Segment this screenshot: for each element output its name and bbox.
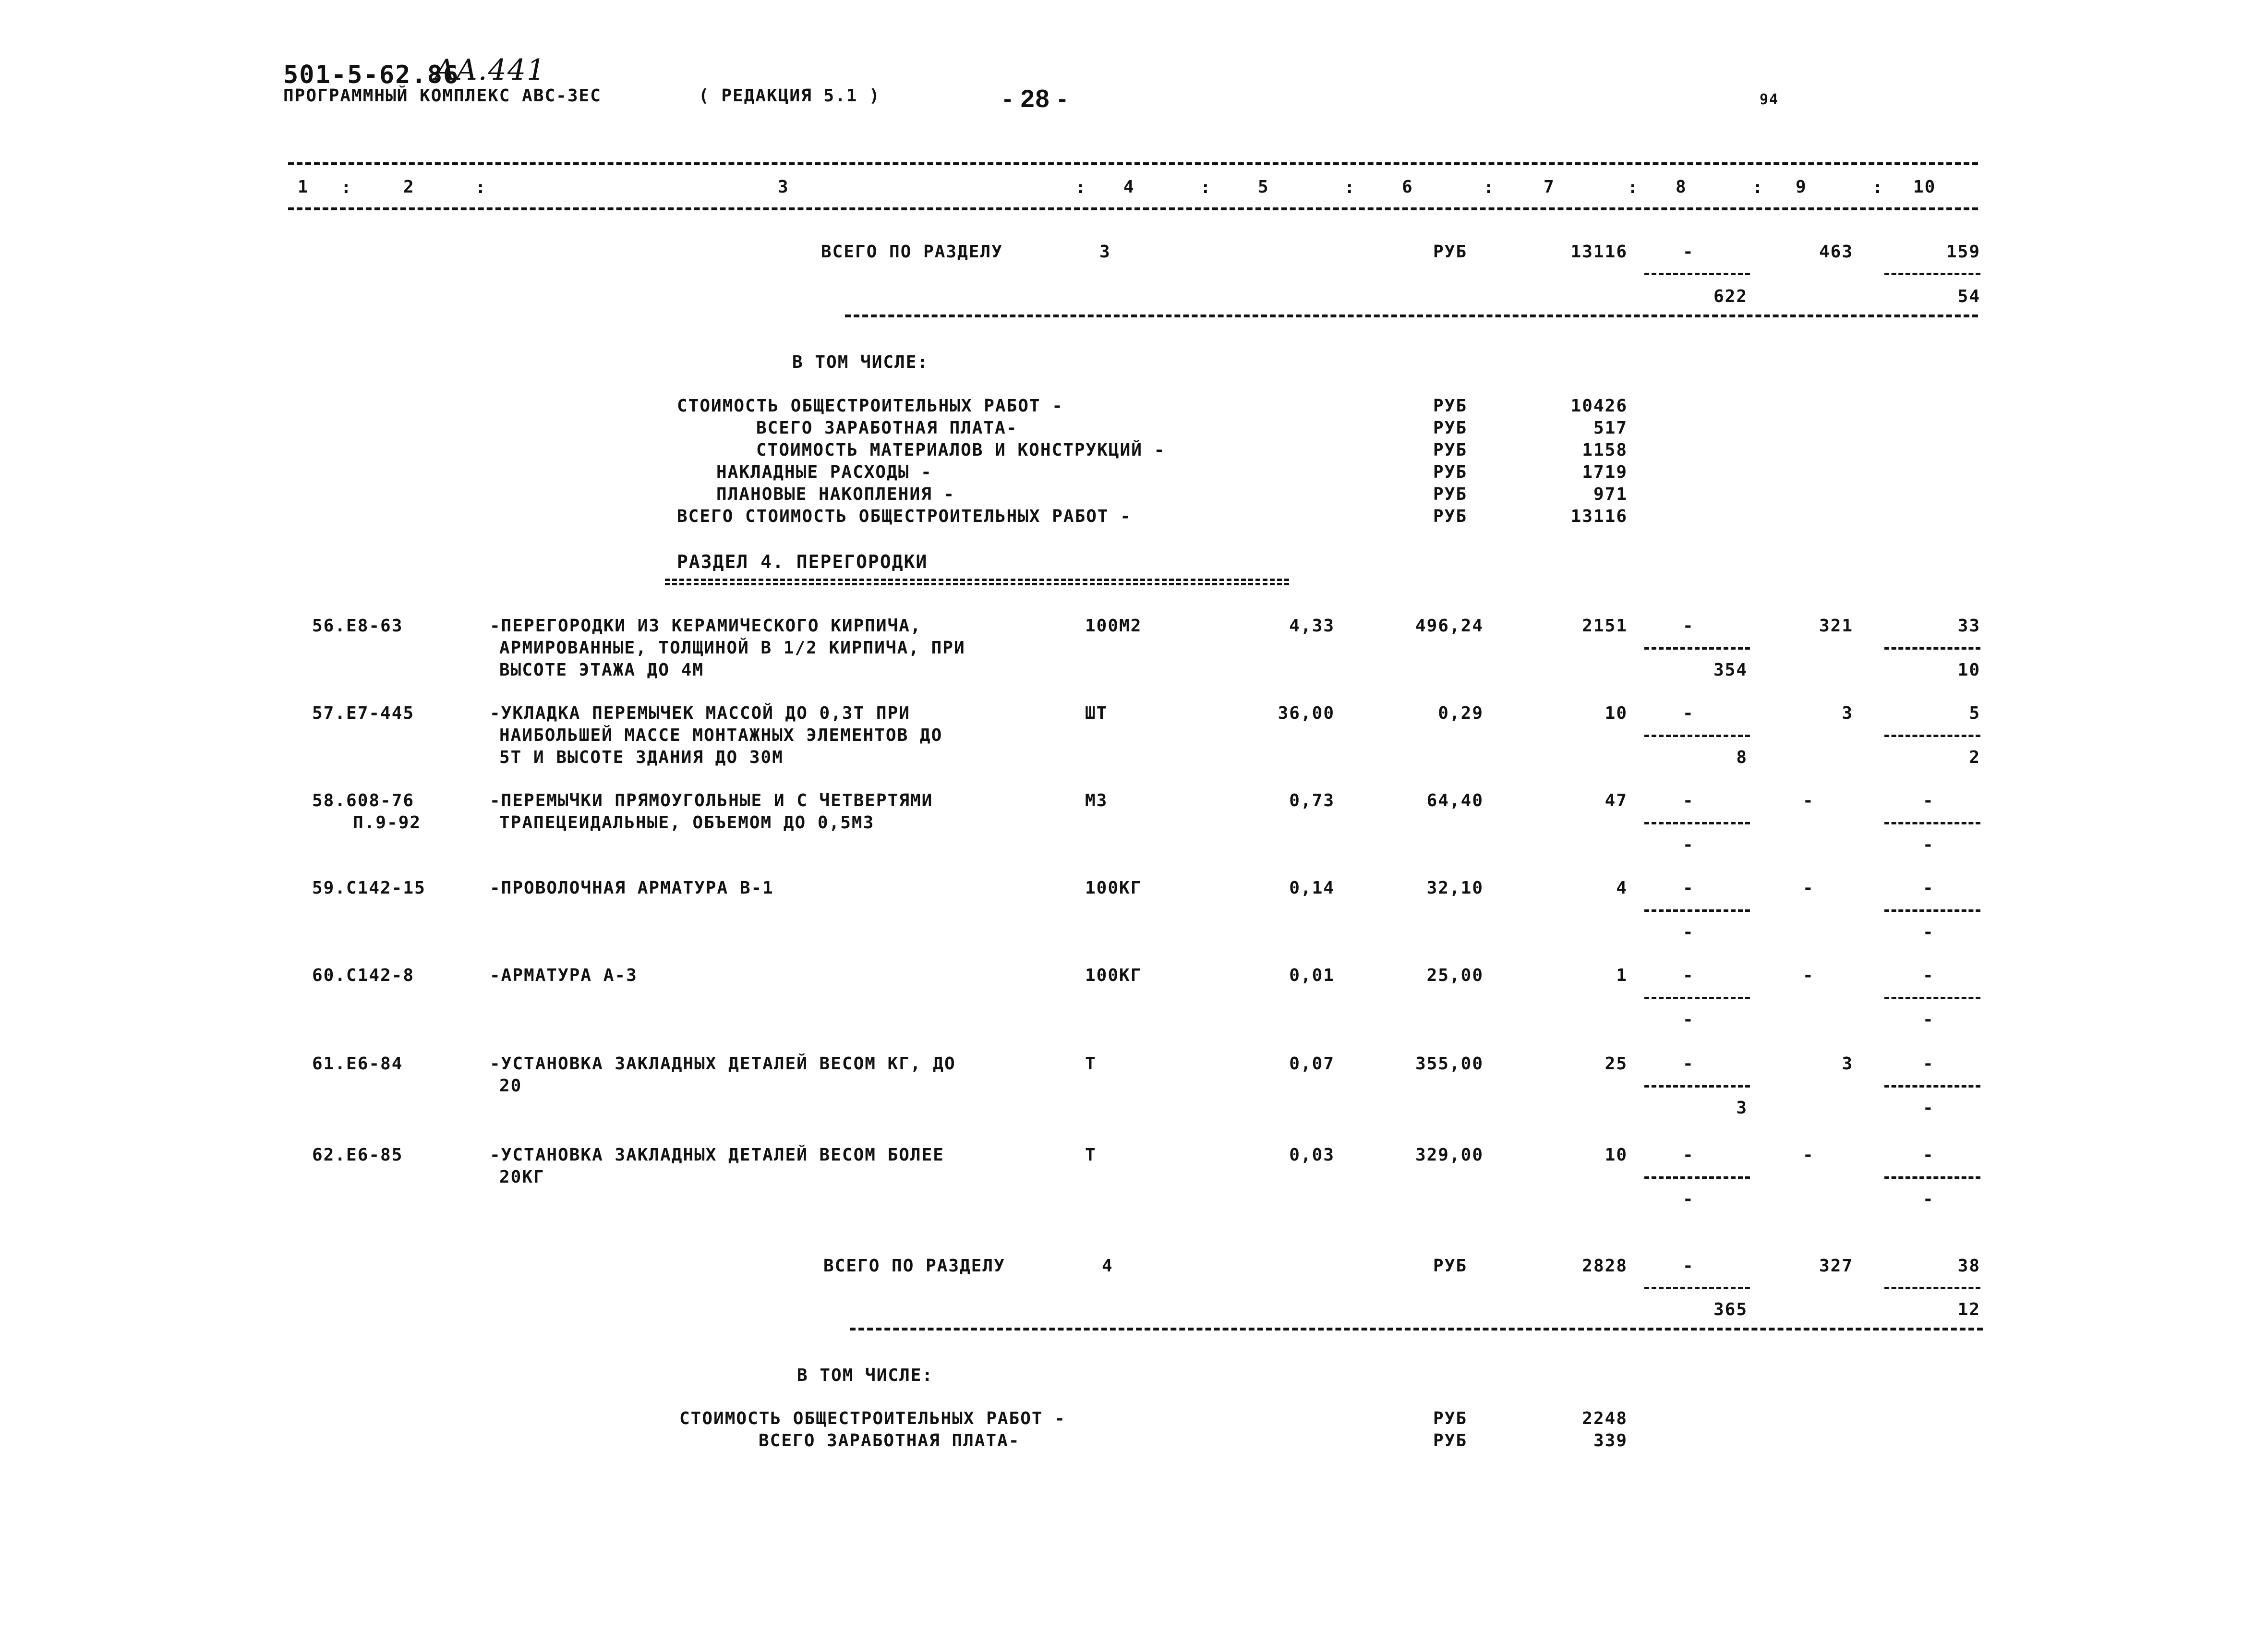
item-desc: -АРМАТУРА А-3 bbox=[490, 966, 638, 985]
item-col10: 33 bbox=[1957, 616, 1980, 636]
item-col8: - bbox=[1683, 703, 1694, 723]
sub-rule bbox=[1884, 647, 1980, 650]
item-col10-sub: - bbox=[1923, 835, 1934, 855]
item-col8: - bbox=[1683, 616, 1694, 636]
item-col10-sub: 10 bbox=[1957, 660, 1980, 680]
item-desc: -УКЛАДКА ПЕРЕМЫЧЕК МАССОЙ ДО 0,3Т ПРИ bbox=[490, 703, 910, 723]
item-price: 0,29 bbox=[1438, 703, 1484, 723]
sub-rule bbox=[1644, 1287, 1750, 1289]
item-unit: Т bbox=[1085, 1054, 1097, 1074]
sub-rule bbox=[1884, 735, 1980, 737]
sub-rule bbox=[1884, 822, 1980, 824]
including-label: ПЛАНОВЫЕ НАКОПЛЕНИЯ - bbox=[716, 484, 955, 504]
divider-rule bbox=[850, 1328, 1983, 1331]
including-value: 1158 bbox=[1582, 440, 1628, 460]
item-code: 61.Е6-84 bbox=[312, 1054, 403, 1074]
item-cost: 47 bbox=[1604, 791, 1628, 810]
including-label: СТОИМОСТЬ ОБЩЕСТРОИТЕЛЬНЫХ РАБОТ - bbox=[679, 1409, 1066, 1428]
item-col8-sub: - bbox=[1683, 1189, 1694, 1209]
header-top-rule bbox=[288, 162, 1978, 165]
including-value: 13116 bbox=[1570, 507, 1628, 526]
including-unit: РУБ bbox=[1433, 396, 1468, 416]
including-unit: РУБ bbox=[1433, 1409, 1468, 1428]
item-col9: 321 bbox=[1819, 616, 1853, 636]
document-code: 501-5-62.86 bbox=[283, 60, 459, 89]
item-col10: - bbox=[1923, 1054, 1934, 1074]
column-number-2: 2 bbox=[403, 177, 415, 197]
item-col8-sub: - bbox=[1683, 1010, 1694, 1029]
item-desc: 20КГ bbox=[499, 1167, 545, 1187]
item-col10-sub: - bbox=[1923, 1098, 1934, 1118]
item-unit: М3 bbox=[1085, 791, 1108, 810]
item-col8-sub: 8 bbox=[1736, 748, 1748, 767]
item-col9: - bbox=[1803, 966, 1814, 985]
item-code: 57.Е7-445 bbox=[312, 703, 415, 723]
item-qty: 0,73 bbox=[1289, 791, 1335, 810]
total-section-num: 4 bbox=[1102, 1256, 1113, 1276]
column-number-8: 8 bbox=[1676, 177, 1687, 197]
sub-rule bbox=[1644, 647, 1750, 650]
total-cost: 2828 bbox=[1582, 1256, 1628, 1276]
item-col8-sub: 354 bbox=[1713, 660, 1748, 680]
item-col10: - bbox=[1923, 966, 1934, 985]
item-qty: 36,00 bbox=[1278, 703, 1335, 723]
item-desc: -ПЕРЕГОРОДКИ ИЗ КЕРАМИЧЕСКОГО КИРПИЧА, bbox=[490, 616, 922, 636]
program-title: ПРОГРАММНЫЙ КОМПЛЕКС АВС-3ЕС bbox=[283, 86, 602, 106]
including-label: СТОИМОСТЬ ОБЩЕСТРОИТЕЛЬНЫХ РАБОТ - bbox=[677, 396, 1063, 416]
item-qty: 0,01 bbox=[1289, 966, 1335, 985]
section4-underline bbox=[665, 579, 1289, 581]
item-desc: 20 bbox=[499, 1076, 522, 1096]
item-desc: -ПРОВОЛОЧНАЯ АРМАТУРА В-1 bbox=[490, 878, 774, 898]
item-desc: ВЫСОТЕ ЭТАЖА ДО 4М bbox=[499, 660, 704, 680]
sub-rule bbox=[1884, 1176, 1980, 1179]
sub-rule bbox=[1884, 997, 1980, 999]
total-label: ВСЕГО ПО РАЗДЕЛУ bbox=[821, 242, 1003, 262]
column-number-9: 9 bbox=[1796, 177, 1807, 197]
total-col8-sub: 622 bbox=[1713, 287, 1748, 306]
including-value: 2248 bbox=[1582, 1409, 1628, 1428]
including-title: В ТОМ ЧИСЛЕ: bbox=[792, 352, 929, 372]
including-unit: РУБ bbox=[1433, 440, 1468, 460]
item-col9: 3 bbox=[1842, 703, 1853, 723]
sub-rule bbox=[1644, 1176, 1750, 1179]
sub-rule bbox=[1644, 273, 1750, 275]
item-price: 355,00 bbox=[1415, 1054, 1484, 1074]
item-col9: 3 bbox=[1842, 1054, 1853, 1074]
total-col10: 38 bbox=[1957, 1256, 1980, 1276]
divider-rule bbox=[845, 314, 1978, 317]
item-cost: 1 bbox=[1616, 966, 1628, 985]
total-label: ВСЕГО ПО РАЗДЕЛУ bbox=[823, 1256, 1005, 1276]
item-cost: 10 bbox=[1604, 1145, 1628, 1165]
column-number-7: 7 bbox=[1544, 177, 1555, 197]
including-unit: РУБ bbox=[1433, 484, 1468, 504]
item-col10-sub: 2 bbox=[1969, 748, 1980, 767]
total-section-num: 3 bbox=[1099, 242, 1111, 262]
item-desc: -ПЕРЕМЫЧКИ ПРЯМОУГОЛЬНЫЕ И С ЧЕТВЕРТЯМИ bbox=[490, 791, 933, 810]
including-label: ВСЕГО ЗАРАБОТНАЯ ПЛАТА- bbox=[756, 418, 1018, 438]
including-value: 971 bbox=[1593, 484, 1628, 504]
including-value: 10426 bbox=[1570, 396, 1628, 416]
item-col10: 5 bbox=[1969, 703, 1980, 723]
column-number-10: 10 bbox=[1913, 177, 1936, 197]
including-label: ВСЕГО ЗАРАБОТНАЯ ПЛАТА- bbox=[759, 1431, 1020, 1451]
sub-rule bbox=[1884, 1085, 1980, 1088]
sheet-number: 94 bbox=[1760, 91, 1779, 108]
sub-rule bbox=[1644, 909, 1750, 912]
header-bottom-rule bbox=[288, 207, 1978, 210]
column-number-3: 3 bbox=[778, 177, 789, 197]
total-col8: - bbox=[1683, 1256, 1694, 1276]
including-unit: РУБ bbox=[1433, 1431, 1468, 1451]
page-number: - 28 - bbox=[1003, 85, 1068, 113]
item-cost: 25 bbox=[1604, 1054, 1628, 1074]
item-cost: 4 bbox=[1616, 878, 1628, 898]
column-number-5: 5 bbox=[1258, 177, 1269, 197]
item-unit: 100КГ bbox=[1085, 966, 1142, 985]
item-code: 62.Е6-85 bbox=[312, 1145, 403, 1165]
total-col9: 327 bbox=[1819, 1256, 1853, 1276]
including-title: В ТОМ ЧИСЛЕ: bbox=[797, 1366, 934, 1385]
item-desc: ТРАПЕЦЕИДАЛЬНЫЕ, ОБЪЕМОМ ДО 0,5М3 bbox=[499, 813, 875, 833]
total-col10: 159 bbox=[1946, 242, 1980, 262]
item-col10: - bbox=[1923, 878, 1934, 898]
item-col10-sub: - bbox=[1923, 922, 1934, 942]
item-col8-sub: 3 bbox=[1736, 1098, 1748, 1118]
item-col10-sub: - bbox=[1923, 1189, 1934, 1209]
section4-title: РАЗДЕЛ 4. ПЕРЕГОРОДКИ bbox=[677, 551, 928, 572]
item-col10-sub: - bbox=[1923, 1010, 1934, 1029]
total-unit: РУБ bbox=[1433, 1256, 1468, 1276]
column-number-4: 4 bbox=[1123, 177, 1135, 197]
including-value: 339 bbox=[1593, 1431, 1628, 1451]
total-col10-sub: 12 bbox=[1957, 1300, 1980, 1319]
column-separators: : : : : : : : : : bbox=[341, 178, 1884, 197]
edition: ( РЕДАКЦИЯ 5.1 ) bbox=[699, 86, 881, 106]
sub-rule bbox=[1644, 1085, 1750, 1088]
sub-rule bbox=[1884, 273, 1980, 275]
item-col8: - bbox=[1683, 791, 1694, 810]
item-col10: - bbox=[1923, 1145, 1934, 1165]
item-price: 32,10 bbox=[1426, 878, 1484, 898]
item-code: 56.Е8-63 bbox=[312, 616, 403, 636]
item-unit: Т bbox=[1085, 1145, 1097, 1165]
item-col10: - bbox=[1923, 791, 1934, 810]
item-code-extra: П.9-92 bbox=[353, 813, 422, 833]
item-qty: 0,14 bbox=[1289, 878, 1335, 898]
item-qty: 0,03 bbox=[1289, 1145, 1335, 1165]
item-col9: - bbox=[1803, 791, 1814, 810]
column-number-1: 1 bbox=[298, 177, 309, 197]
total-col8: - bbox=[1683, 242, 1694, 262]
total-col8-sub: 365 bbox=[1713, 1300, 1748, 1319]
handwritten-note: AA.441 bbox=[434, 53, 546, 87]
item-desc: АРМИРОВАННЫЕ, ТОЛЩИНОЙ В 1/2 КИРПИЧА, ПРИ bbox=[499, 638, 965, 658]
including-label: СТОИМОСТЬ МАТЕРИАЛОВ И КОНСТРУКЦИЙ - bbox=[756, 440, 1166, 460]
section4-underline bbox=[665, 583, 1289, 585]
item-code: 60.С142-8 bbox=[312, 966, 415, 985]
item-col8-sub: - bbox=[1683, 922, 1694, 942]
item-cost: 10 bbox=[1604, 703, 1628, 723]
item-price: 329,00 bbox=[1415, 1145, 1484, 1165]
item-col8-sub: - bbox=[1683, 835, 1694, 855]
item-col8: - bbox=[1683, 1145, 1694, 1165]
item-unit: 100КГ bbox=[1085, 878, 1142, 898]
item-qty: 0,07 bbox=[1289, 1054, 1335, 1074]
item-desc: 5Т И ВЫСОТЕ ЗДАНИЯ ДО 30М bbox=[499, 748, 784, 767]
sub-rule bbox=[1884, 1287, 1980, 1289]
item-col9: - bbox=[1803, 878, 1814, 898]
item-code: 58.608-76 bbox=[312, 791, 415, 810]
including-unit: РУБ bbox=[1433, 418, 1468, 438]
item-price: 25,00 bbox=[1426, 966, 1484, 985]
item-col8: - bbox=[1683, 966, 1694, 985]
item-qty: 4,33 bbox=[1289, 616, 1335, 636]
item-col9: - bbox=[1803, 1145, 1814, 1165]
including-label: ВСЕГО СТОИМОСТЬ ОБЩЕСТРОИТЕЛЬНЫХ РАБОТ - bbox=[677, 507, 1132, 526]
sub-rule bbox=[1884, 909, 1980, 912]
item-desc: -УСТАНОВКА ЗАКЛАДНЫХ ДЕТАЛЕЙ ВЕСОМ БОЛЕЕ bbox=[490, 1145, 944, 1165]
sub-rule bbox=[1644, 997, 1750, 999]
including-value: 517 bbox=[1593, 418, 1628, 438]
total-col9: 463 bbox=[1819, 242, 1853, 262]
including-label: НАКЛАДНЫЕ РАСХОДЫ - bbox=[716, 462, 932, 482]
item-desc: -УСТАНОВКА ЗАКЛАДНЫХ ДЕТАЛЕЙ ВЕСОМ КГ, ДО bbox=[490, 1054, 956, 1074]
item-unit: ШТ bbox=[1085, 703, 1108, 723]
item-col8: - bbox=[1683, 1054, 1694, 1074]
including-unit: РУБ bbox=[1433, 507, 1468, 526]
item-col8: - bbox=[1683, 878, 1694, 898]
sub-rule bbox=[1644, 822, 1750, 824]
sub-rule bbox=[1644, 735, 1750, 737]
including-unit: РУБ bbox=[1433, 462, 1468, 482]
item-unit: 100М2 bbox=[1085, 616, 1142, 636]
total-cost: 13116 bbox=[1570, 242, 1628, 262]
item-cost: 2151 bbox=[1582, 616, 1628, 636]
item-price: 496,24 bbox=[1415, 616, 1484, 636]
item-desc: НАИБОЛЬШЕЙ МАССЕ МОНТАЖНЫХ ЭЛЕМЕНТОВ ДО bbox=[499, 726, 943, 745]
item-price: 64,40 bbox=[1426, 791, 1484, 810]
total-col10-sub: 54 bbox=[1957, 287, 1980, 306]
item-code: 59.С142-15 bbox=[312, 878, 426, 898]
including-value: 1719 bbox=[1582, 462, 1628, 482]
column-number-6: 6 bbox=[1402, 177, 1413, 197]
total-unit: РУБ bbox=[1433, 242, 1468, 262]
